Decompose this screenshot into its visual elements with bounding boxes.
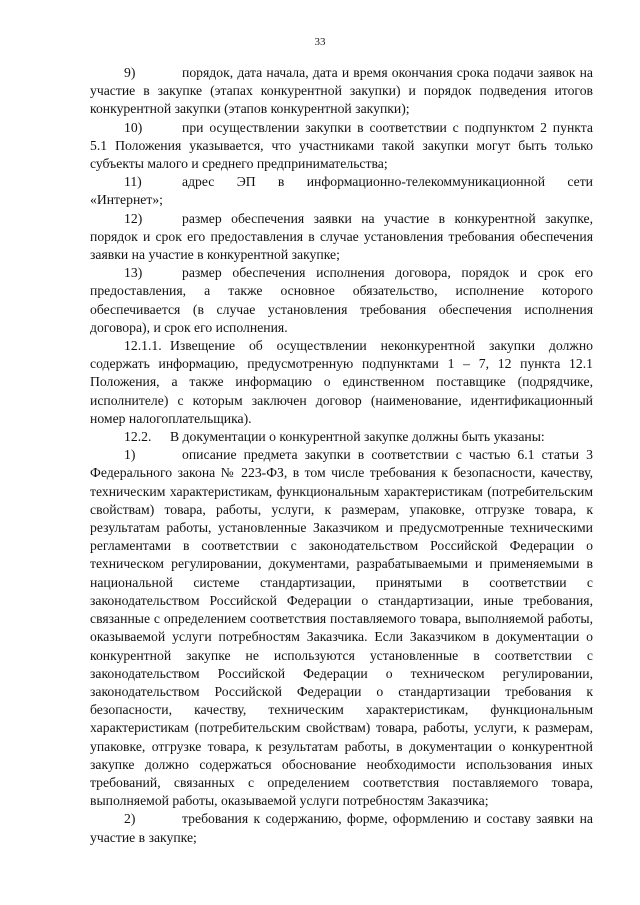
item-text: размер обеспечения заявки на участие в конкурентной закупке, порядок и срок его предоставления в случае установления требования обеспечения заявки на участие в конкурентной закупке; (90, 210, 593, 263)
clause-text: В документации о конкурентной закупке должны быть указаны: (170, 429, 545, 445)
clause-text: Извещение об осуществлении неконкурентной закупки должно содержать информацию, предусмотренную подпунктами 1 – 7, 12 пункта 12.1 Положения, а также информацию о единственном поставщике (подрядчике, исполнителе) с которым заключен договор (наименование, идентификационный номер налогоплательщика). (90, 338, 593, 426)
item-text: адрес ЭП в информационно-телекоммуникационной сети «Интернет»; (90, 174, 593, 208)
clause-12-1-1 (90, 337, 593, 428)
item-number: 10) (124, 119, 143, 135)
item-number: 2) (124, 811, 136, 827)
list-item-11 (90, 173, 593, 209)
page-number: 33 (314, 36, 326, 48)
item-number: 9) (124, 65, 136, 80)
clause-number: 12.2. (124, 429, 152, 445)
item-text: описание предмета закупки в соответствии с частью 6.1 статьи 3 Федерального закона № 223-ФЗ, в том числе требования к безопасности, качеству, техническим характеристикам, функциональным характеристикам (потребительским свойствам) товара, работы, услуги, к размерам, упаковке, отгрузке товара, к результатам работы, установленные Заказчиком и предусмотренные техническими регламентами в соответствии с законодательством Российской Федерации о техническом регулировании, документами, разрабатываемыми и применяемыми в национальной системе стандартизации, принятыми в соответствии с законодательством Российской Федерации о стандартизации, иные требования, связанные с определением соответствия поставляемого товара, выполняемой работы, оказываемой услуги потребностям Заказчика. Если Заказчиком в документации о конкурентной закупке не используются установленные в соответствии с законодательством Российской Федерации о техническом регулировании, законодательством Российской Федерации о стандартизации требования к безопасности, качеству, техническим характеристикам, функциональным характеристикам (потребительским свойствам) товара, работы, услуги, к размерам, упаковке, отгрузке товара, к результатам работы, в документации о конкурентной закупке должно содержаться обоснование необходимости использования иных требований, связанных с определением соответствия поставляемого товара, выполняемой работы, оказываемой услуги потребностям Заказчика; (90, 447, 593, 809)
list-item-9 (90, 64, 593, 119)
clause-number: 12.1.1. (124, 338, 162, 354)
list-item-13 (90, 264, 593, 337)
list-item-2 (90, 810, 593, 846)
list-item-10 (90, 119, 593, 174)
item-number: 12) (124, 210, 143, 226)
item-text: порядок, дата начала, дата и время окончания срока подачи заявок на участие в закупке (этапах конкурентной закупки) и порядок подведения итогов конкурентной закупки (этапов конкурентной закупки); (90, 65, 593, 117)
item-number: 13) (124, 265, 143, 281)
item-number: 11) (124, 174, 142, 190)
item-number: 1) (124, 447, 136, 463)
item-text: размер обеспечения исполнения договора, порядок и срок его предоставления, а также основное обязательство, исполнение которого обеспечивается (в случае установления требования обеспечения исполнения договора), и срок его исполнения. (90, 265, 593, 335)
clause-12-2 (90, 428, 593, 446)
list-item-1 (90, 446, 593, 810)
list-item-12 (90, 210, 593, 265)
item-text: при осуществлении закупки в соответствии с подпунктом 2 пункта 5.1 Положения указывается, что участниками такой закупки могут быть только субъекты малого и среднего предпринимательства; (90, 119, 593, 172)
document-body (90, 64, 593, 847)
item-text: требования к содержанию, форме, оформлению и составу заявки на участие в закупке; (90, 811, 593, 845)
